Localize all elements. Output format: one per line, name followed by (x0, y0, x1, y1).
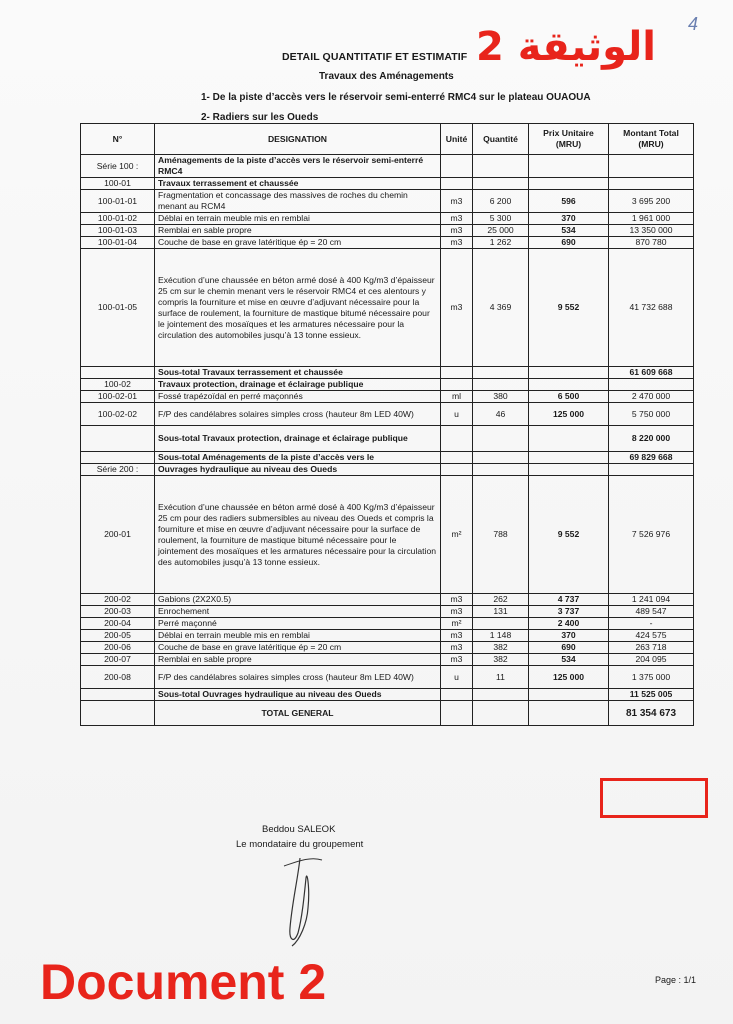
cell-mt: 204 095 (609, 654, 694, 666)
cell-pu: 125 000 (529, 666, 609, 689)
cell-u (441, 155, 473, 178)
cell-no: 100-02-02 (81, 403, 155, 426)
cell-u: m3 (441, 190, 473, 213)
total-highlight-box (600, 778, 708, 818)
cell-no (81, 367, 155, 379)
table-row (81, 666, 694, 689)
cell-mt (609, 178, 694, 190)
cell-q (473, 464, 529, 476)
cell-pu (529, 367, 609, 379)
cell-pu (529, 379, 609, 391)
cell-des: Fossé trapézoïdal en perré maçonnés (155, 391, 441, 403)
cell-u: m² (441, 476, 473, 594)
cell-q (473, 426, 529, 452)
scope-line-1: 1- De la piste d’accès vers le réservoir semi-enterré RMC4 sur le plateau OUAOUA (201, 92, 591, 103)
cell-q: 6 200 (473, 190, 529, 213)
table-row (81, 155, 694, 178)
column-header-unit: Unité (441, 124, 473, 155)
cell-des: Déblai en terrain meuble mis en remblai (155, 630, 441, 642)
cell-mt (609, 379, 694, 391)
cell-mt: 61 609 668 (609, 367, 694, 379)
table-row (81, 689, 694, 701)
cell-q: 46 (473, 403, 529, 426)
cell-q (473, 155, 529, 178)
cell-mt: 8 220 000 (609, 426, 694, 452)
handwritten-signature (270, 848, 340, 948)
cell-u (441, 379, 473, 391)
cell-mt: 69 829 668 (609, 452, 694, 464)
cell-q (473, 452, 529, 464)
cell-des: Remblai en sable propre (155, 225, 441, 237)
table-row (81, 426, 694, 452)
cell-pu: 4 737 (529, 594, 609, 606)
cell-pu: 9 552 (529, 476, 609, 594)
cell-q (473, 367, 529, 379)
cell-u: m² (441, 618, 473, 630)
cell-no: Série 100 : (81, 155, 155, 178)
cell-pu: 9 552 (529, 249, 609, 367)
cell-no: 100-01-01 (81, 190, 155, 213)
cell-mt: 263 718 (609, 642, 694, 654)
table-row (81, 618, 694, 630)
cell-u (441, 452, 473, 464)
cell-no: 200-05 (81, 630, 155, 642)
table-row (81, 403, 694, 426)
cell-pu: 370 (529, 630, 609, 642)
document-label: Document 2 (40, 954, 327, 1010)
column-header-no: N° (81, 124, 155, 155)
table-row (81, 190, 694, 213)
cell-des: Sous-total Travaux terrassement et chaussée (155, 367, 441, 379)
cell-no: 100-01-04 (81, 237, 155, 249)
column-header-unit-price: Prix Unitaire (MRU) (529, 124, 609, 155)
cell-q: 380 (473, 391, 529, 403)
cell-no (81, 689, 155, 701)
cell-no: Série 200 : (81, 464, 155, 476)
page-number: Page : 1/1 (655, 975, 697, 985)
cell-mt (609, 464, 694, 476)
cell-pu: 690 (529, 642, 609, 654)
cell-no: 100-01 (81, 178, 155, 190)
cell-q: 5 300 (473, 213, 529, 225)
cell-mt: 13 350 000 (609, 225, 694, 237)
table-row (81, 391, 694, 403)
cell-mt: 11 525 005 (609, 689, 694, 701)
table-row (81, 367, 694, 379)
cell-pu: 596 (529, 190, 609, 213)
table-header-row (81, 124, 694, 155)
cell-mt: 489 547 (609, 606, 694, 618)
cell-mt (609, 155, 694, 178)
cell-no: 200-02 (81, 594, 155, 606)
cell-q (473, 379, 529, 391)
table-row (81, 237, 694, 249)
cell-q: 382 (473, 642, 529, 654)
cell-des: Sous-total Aménagements de la piste d’accès vers le (155, 452, 441, 464)
cell-q: 1 148 (473, 630, 529, 642)
column-header-quantity: Quantité (473, 124, 529, 155)
cell-des: Gabions (2X2X0.5) (155, 594, 441, 606)
cell-u: m3 (441, 225, 473, 237)
cell-u: m3 (441, 642, 473, 654)
cell-no: 100-01-05 (81, 249, 155, 367)
cell-mt: 3 695 200 (609, 190, 694, 213)
cell-des: F/P des candélabres solaires simples cross (hauteur 8m LED 40W) (155, 666, 441, 689)
cell-u: m3 (441, 630, 473, 642)
scope-line-2: 2- Radiers sur les Oueds (201, 112, 319, 123)
cell-des: F/P des candélabres solaires simples cross (hauteur 8m LED 40W) (155, 403, 441, 426)
arabic-annotation: الوثيقة 2 (476, 24, 656, 70)
table-row (81, 594, 694, 606)
cell-des: Sous-total Travaux protection, drainage et éclairage publique (155, 426, 441, 452)
cell-q: 382 (473, 654, 529, 666)
cell-no: 200-07 (81, 654, 155, 666)
column-header-designation: DESIGNATION (155, 124, 441, 155)
cell-q: 262 (473, 594, 529, 606)
cell-des: Déblai en terrain meuble mis en remblai (155, 213, 441, 225)
cell-q: 25 000 (473, 225, 529, 237)
cell-pu: 370 (529, 213, 609, 225)
cell-mt: 2 470 000 (609, 391, 694, 403)
cell-empty (473, 701, 529, 726)
cell-mt: - (609, 618, 694, 630)
table-row (81, 452, 694, 464)
cell-pu: 6 500 (529, 391, 609, 403)
cell-q: 1 262 (473, 237, 529, 249)
cell-pu (529, 464, 609, 476)
cell-u (441, 464, 473, 476)
cell-empty (441, 701, 473, 726)
cell-q: 11 (473, 666, 529, 689)
cell-pu: 534 (529, 654, 609, 666)
table-row (81, 654, 694, 666)
cell-q (473, 689, 529, 701)
cell-mt: 1 241 094 (609, 594, 694, 606)
document-subtitle: Travaux des Aménagements (319, 71, 454, 82)
cell-des: Aménagements de la piste d’accès vers le réservoir semi-enterré RMC4 (155, 155, 441, 178)
cell-q: 131 (473, 606, 529, 618)
cell-des: Exécution d’une chaussée en béton armé dosé à 400 Kg/m3 d’épaisseur 25 cm pour des radiers submersibles au niveau des Oueds et compris la fourniture et mise en œuvre d’adjuvant nécessaire pour la surface de roulement, la fourniture de mastique bitumé nécessaire pour le jointement des mosaïques et les armatures nécessaire pour la circulation des automobiles jusqu’à 13 tonne essieux. (155, 476, 441, 594)
cell-u: m3 (441, 213, 473, 225)
cell-no: 100-01-03 (81, 225, 155, 237)
table-row (81, 642, 694, 654)
cell-u: m3 (441, 237, 473, 249)
cell-u (441, 426, 473, 452)
table-row (81, 630, 694, 642)
cell-des: Fragmentation et concassage des massives de roches du chemin menant au RCM4 (155, 190, 441, 213)
cell-no: 200-01 (81, 476, 155, 594)
cell-u (441, 178, 473, 190)
cell-pu (529, 689, 609, 701)
cell-mt: 41 732 688 (609, 249, 694, 367)
cell-pu: 690 (529, 237, 609, 249)
document-title: DETAIL QUANTITATIF ET ESTIMATIF (282, 51, 468, 63)
cell-des: Sous-total Ouvrages hydraulique au niveau des Oueds (155, 689, 441, 701)
cell-no (81, 452, 155, 464)
cell-pu: 534 (529, 225, 609, 237)
cell-des: Travaux terrassement et chaussée (155, 178, 441, 190)
table-row (81, 178, 694, 190)
cell-q: 4 369 (473, 249, 529, 367)
cell-no: 200-04 (81, 618, 155, 630)
table-row (81, 464, 694, 476)
cell-des: Remblai en sable propre (155, 654, 441, 666)
cell-q (473, 178, 529, 190)
table-row (81, 476, 694, 594)
cell-mt: 1 961 000 (609, 213, 694, 225)
cell-u: u (441, 403, 473, 426)
cell-u (441, 367, 473, 379)
cell-no: 200-06 (81, 642, 155, 654)
cell-no: 100-02 (81, 379, 155, 391)
total-general-row (81, 701, 694, 726)
cell-u: m3 (441, 594, 473, 606)
cell-pu: 125 000 (529, 403, 609, 426)
cell-des: Perré maçonné (155, 618, 441, 630)
cell-des: Travaux protection, drainage et éclairage publique (155, 379, 441, 391)
cell-q: 788 (473, 476, 529, 594)
table-row (81, 606, 694, 618)
table-row (81, 213, 694, 225)
cell-des: Ouvrages hydraulique au niveau des Oueds (155, 464, 441, 476)
cell-no: 200-08 (81, 666, 155, 689)
cell-des: Enrochement (155, 606, 441, 618)
cell-u: m3 (441, 606, 473, 618)
cell-mt: 424 575 (609, 630, 694, 642)
table-row (81, 379, 694, 391)
cell-des: Exécution d’une chaussée en béton armé dosé à 400 Kg/m3 d’épaisseur 25 cm sur le chemin menant vers le réservoir RMC4 et ces alentours y compris la fourniture et mise en œuvre d’adjuvant nécessaire pour la surface de roulement, la fourniture de mastique bitumé nécessaire pour le jointement des mosaïques et les armatures nécessaire pour la circulation des automobiles jusqu’à 13 tonne essieux. (155, 249, 441, 367)
cell-u: ml (441, 391, 473, 403)
cell-pu (529, 452, 609, 464)
cell-des: Couche de base en grave latéritique ép = 20 cm (155, 642, 441, 654)
table-row (81, 225, 694, 237)
quantity-estimate-table (80, 123, 694, 726)
cell-mt: 1 375 000 (609, 666, 694, 689)
cell-mt: 870 780 (609, 237, 694, 249)
cell-u: m3 (441, 249, 473, 367)
cell-pu (529, 178, 609, 190)
cell-no: 100-01-02 (81, 213, 155, 225)
table-body (81, 155, 694, 726)
cell-no: 200-03 (81, 606, 155, 618)
total-general-label: TOTAL GENERAL (155, 701, 441, 726)
cell-u (441, 689, 473, 701)
cell-des: Couche de base en grave latéritique ép = 20 cm (155, 237, 441, 249)
cell-pu (529, 426, 609, 452)
cell-pu (529, 155, 609, 178)
cell-u: m3 (441, 654, 473, 666)
cell-no (81, 426, 155, 452)
total-general-value: 81 354 673 (609, 701, 694, 726)
cell-mt: 7 526 976 (609, 476, 694, 594)
signatory-name: Beddou SALEOK (262, 824, 336, 835)
cell-pu: 3 737 (529, 606, 609, 618)
cell-q (473, 618, 529, 630)
cell-pu: 2 400 (529, 618, 609, 630)
signatory-role: Le mondataire du groupement (236, 839, 364, 850)
corner-mark: 4 (688, 14, 699, 34)
cell-no: 100-02-01 (81, 391, 155, 403)
table-row (81, 249, 694, 367)
cell-empty (529, 701, 609, 726)
cell-mt: 5 750 000 (609, 403, 694, 426)
cell-empty (81, 701, 155, 726)
cell-u: u (441, 666, 473, 689)
column-header-total-amount: Montant Total (MRU) (609, 124, 694, 155)
